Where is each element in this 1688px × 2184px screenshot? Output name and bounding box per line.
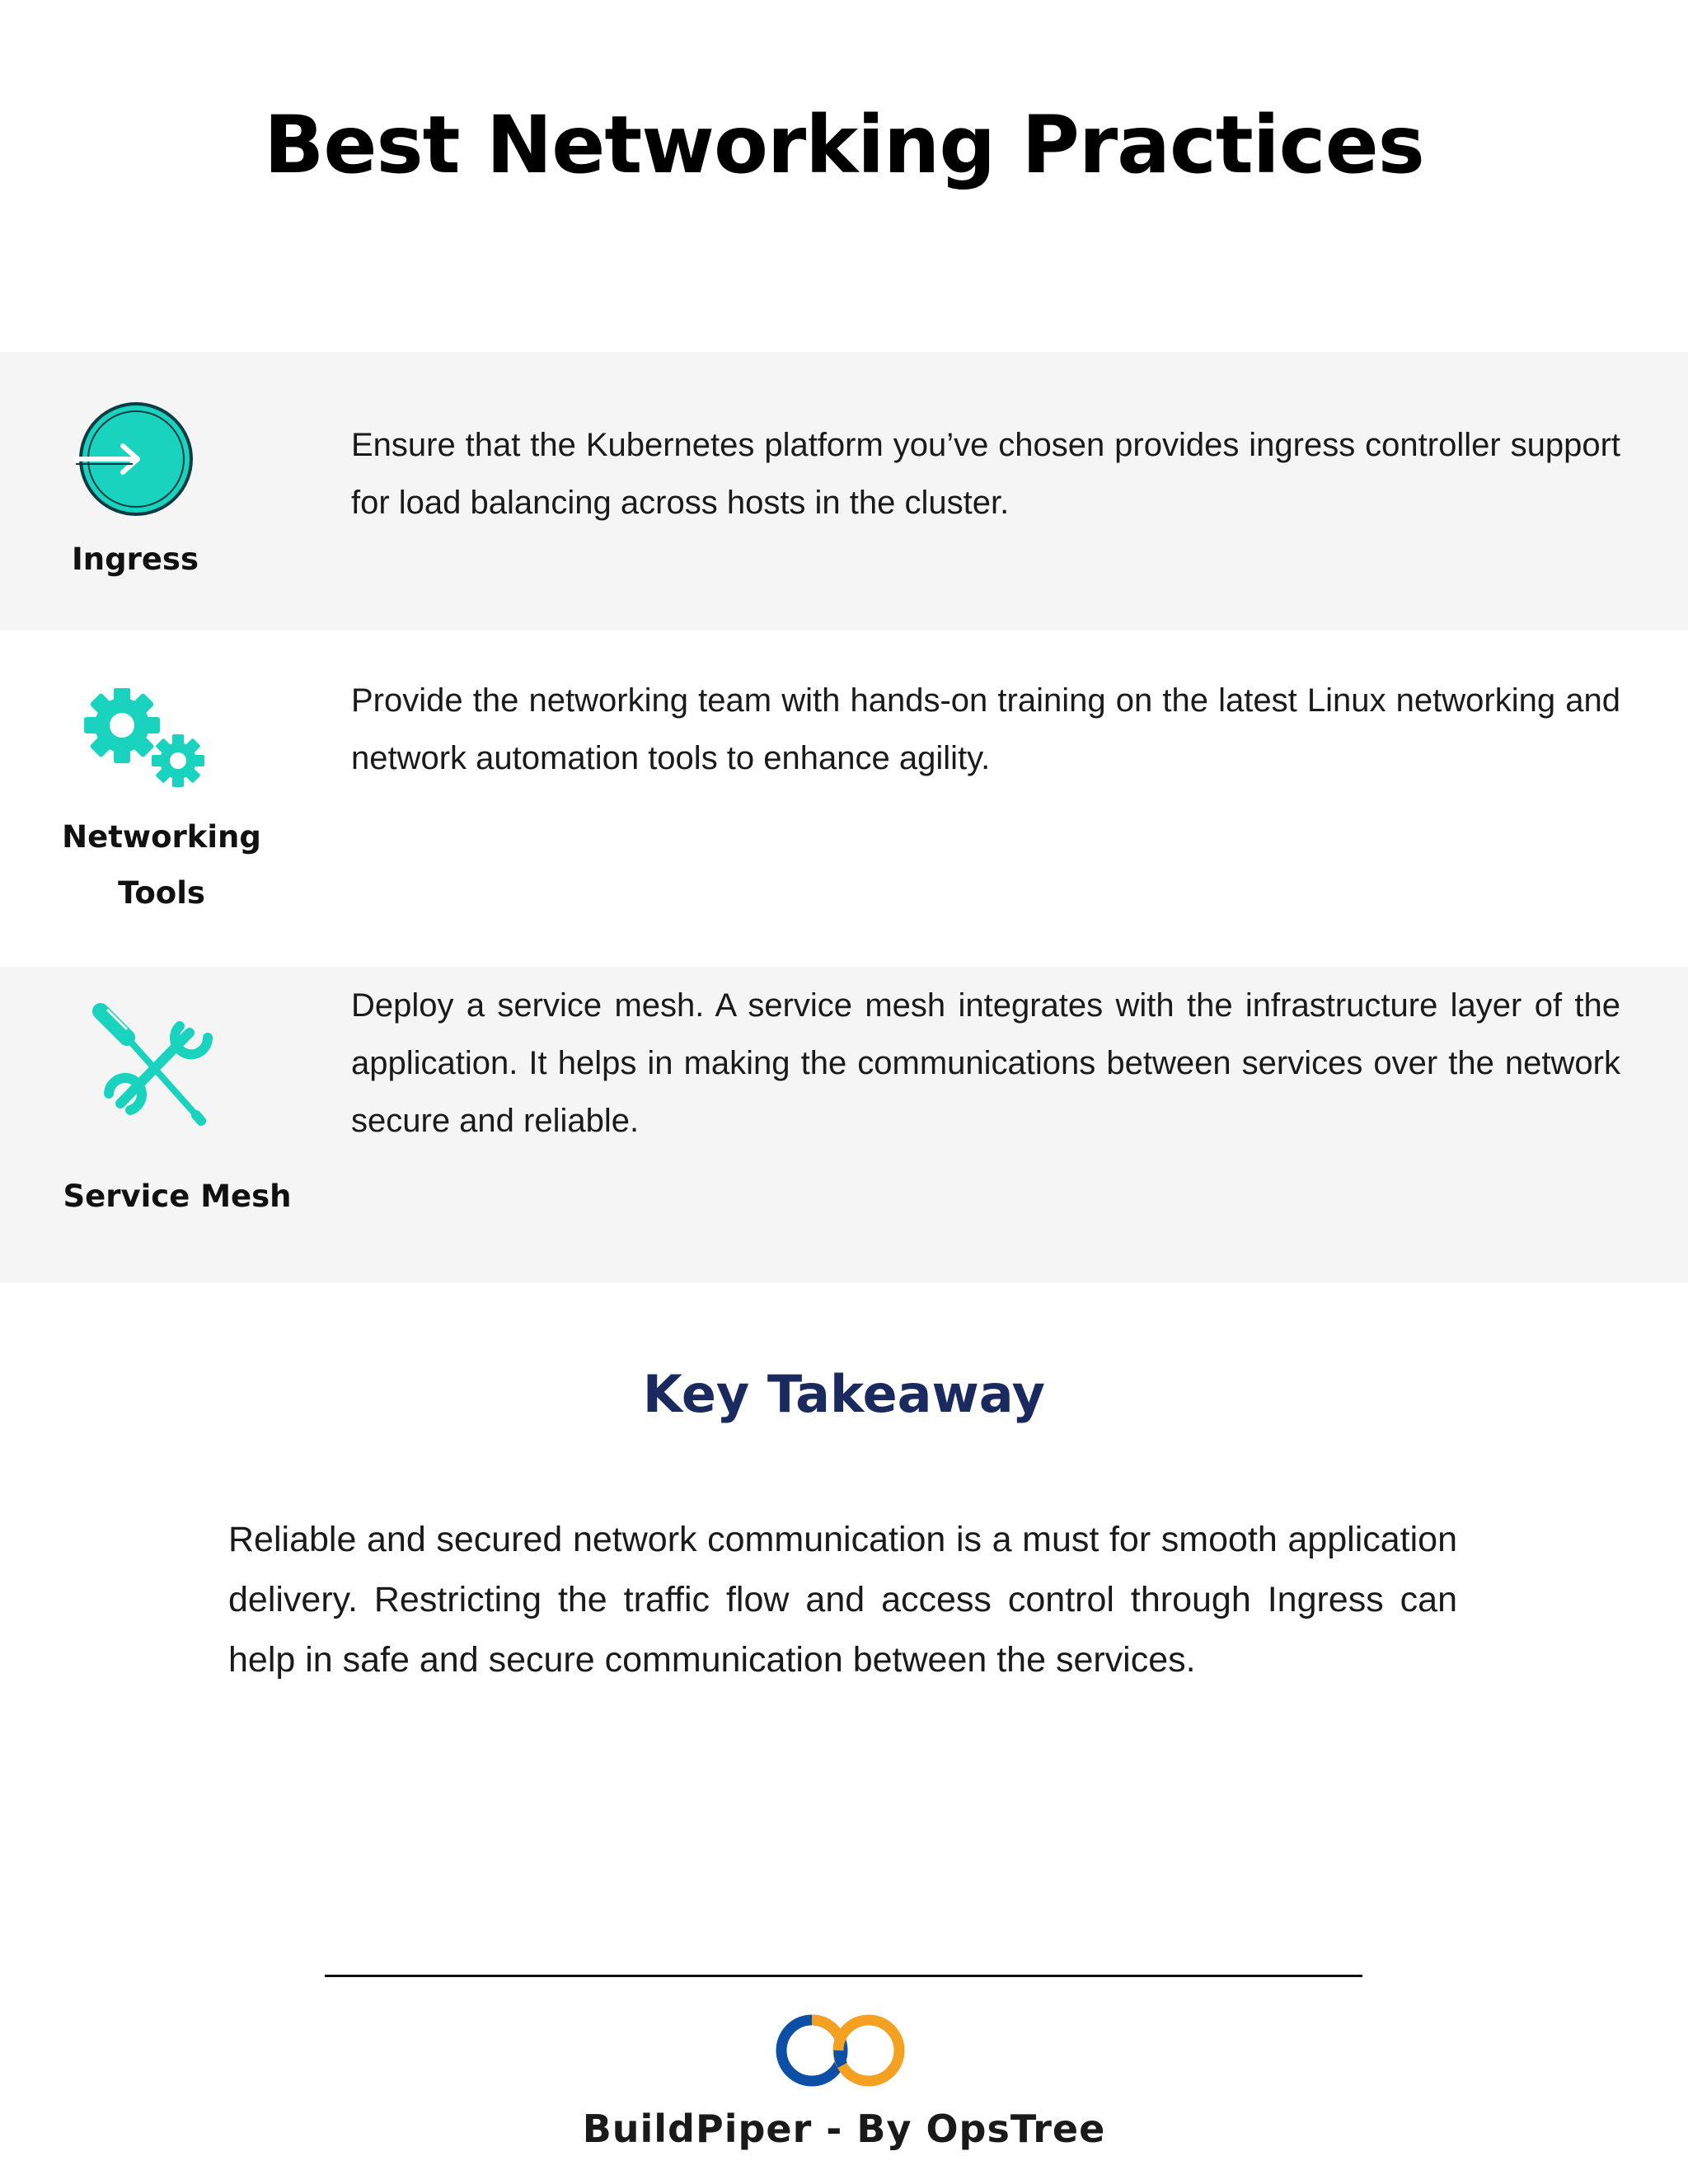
practice-label-tools: Tools: [118, 875, 205, 911]
takeaway-heading: Key Takeaway: [642, 1364, 1046, 1424]
takeaway-text: Reliable and secured network communication is a must for smooth application delivery. Restricting the traffic flow and access control through Ingress can help in safe and secure communication between the services.: [228, 1520, 1457, 1680]
page-title: Best Networking Practices: [264, 99, 1424, 191]
gears-icon: [82, 688, 214, 795]
arrow-in-circle-icon: [72, 401, 199, 517]
practice-label-ingress: Ingress: [72, 541, 199, 577]
footer-divider: [325, 1975, 1362, 1977]
infinity-rings-logo: [767, 2009, 915, 2092]
practice-description-service-mesh: Deploy a service mesh. A service mesh integrates with the infrastructure layer of the application. It helps in making the communications between services over the network secure and reliable.: [351, 987, 1620, 1139]
practice-label-service-mesh: Service Mesh: [63, 1179, 292, 1214]
footer-brand: BuildPiper - By OpsTree: [582, 2107, 1106, 2151]
practice-row-ingress: [0, 352, 1688, 630]
practice-description-ingress: Ensure that the Kubernetes platform you’ve chosen provides ingress controller support for load balancing across hosts in the cluster.: [351, 427, 1620, 521]
wrench-screwdriver-icon: [91, 1001, 223, 1133]
practice-description-networking-tools: Provide the networking team with hands-on training on the latest Linux networking and network automation tools to enhance agility.: [351, 682, 1620, 776]
practice-row-service-mesh: [0, 967, 1688, 1282]
practice-row-networking-tools: [0, 630, 1688, 967]
practice-label-networking: Networking: [62, 819, 261, 855]
